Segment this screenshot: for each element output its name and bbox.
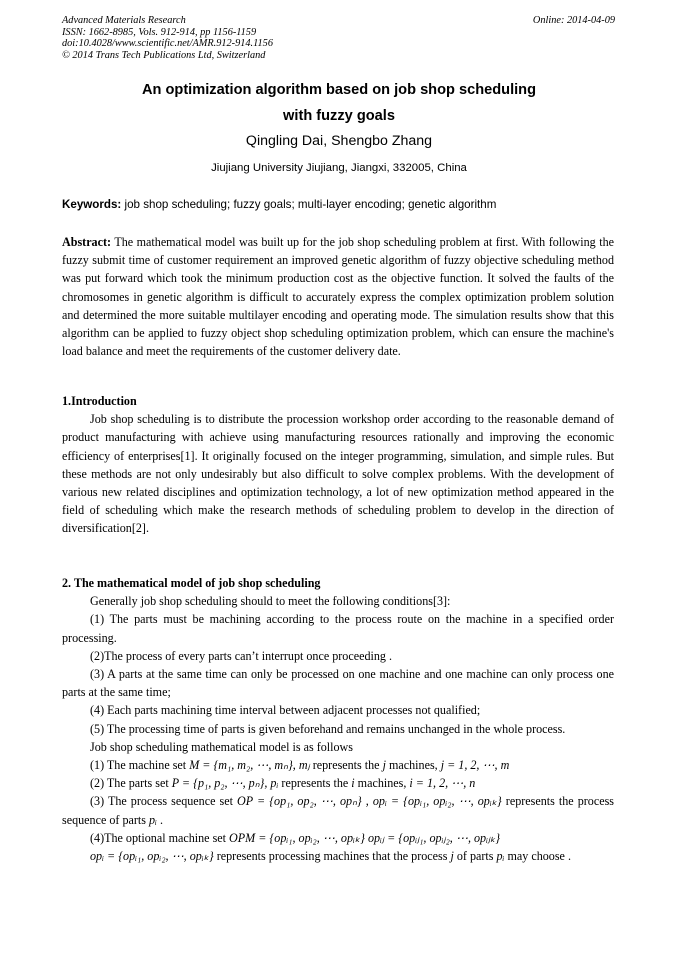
formula: j = 1, 2, ⋯, m: [440, 758, 510, 773]
issn-line: ISSN: 1662-8985, Vols. 912-914, pp 1156-1159: [62, 26, 257, 38]
formula: P = {p₁, p₂, ⋯, pₙ}, pᵢ: [171, 776, 279, 791]
condition-item: (2)The process of every parts can’t interrupt once proceeding .: [90, 648, 392, 663]
paper-title-line-2: with fuzzy goals: [283, 108, 395, 124]
introduction-section: [62, 392, 614, 538]
formula: i = 1, 2, ⋯, n: [409, 776, 476, 791]
model-intro: Job shop scheduling mathematical model is as follows: [90, 739, 353, 754]
formula: M = {m₁, m₂, ⋯, mₙ}, mⱼ: [189, 758, 310, 773]
definition-process-sequence: (3) The process sequence set OP = {op₁, op₂, ⋯, opₙ} , opᵢ = {opᵢ₁, opᵢ₂, ⋯, opᵢₖ} represents the process sequence of parts pᵢ .: [62, 794, 614, 827]
condition-item: (1) The parts must be machining according to the process route on the machine in a specified order processing.: [62, 612, 614, 645]
conditions-intro: Generally job shop scheduling should to meet the following conditions[3]:: [90, 594, 451, 609]
journal-name: Advanced Materials Research: [62, 15, 186, 26]
definition-processing-machines: opᵢ = {opᵢ₁, opᵢ₂, ⋯, opᵢₖ} represents processing machines that the process j of parts pᵢ may choose .: [90, 849, 571, 864]
condition-item: (5) The processing time of parts is given beforehand and remains unchanged in the whole process.: [90, 721, 566, 736]
copyright-line: © 2014 Trans Tech Publications Ltd, Switzerland: [62, 49, 266, 61]
journal-header: [62, 15, 273, 61]
abstract-label: Abstract:: [62, 235, 112, 249]
keywords-label: Keywords:: [62, 198, 122, 211]
abstract: [62, 233, 614, 360]
definition-parts-set: (2) The parts set P = {p₁, p₂, ⋯, pₙ}, pᵢ represents the i machines, i = 1, 2, ⋯, n: [90, 776, 476, 791]
condition-item: (3) A parts at the same time can only be processed on one machine and one machine can only process one parts at the same time;: [62, 667, 614, 700]
abstract-text: The mathematical model was built up for the job shop scheduling problem at first. With following the fuzzy submit time of customer requirement an improved genetic algorithm of fuzzy objective scheduling method was put forward which took the minimum production cost as the objective function. It solved the faults of the chromosomes in genetic algorithm is difficult to accurately express the complex optimization problem solution and determined the more suitable multilayer encoding and operating mode. The simulation results show that this algorithm can be applied to fuzzy object shop scheduling optimization problem, which can ensure the machine's load balance and meet the requirements of the customer delivery date.: [62, 235, 615, 359]
definition-machine-set: (1) The machine set M = {m₁, m₂, ⋯, mₙ}, mⱼ represents the j machines, j = 1, 2, ⋯, m: [90, 758, 510, 773]
paper-title-line-1: An optimization algorithm based on job shop scheduling: [141, 82, 537, 98]
introduction-heading: 1.Introduction: [62, 394, 137, 408]
formula: OPM = {opᵢ₁, opᵢ₂, ⋯, opᵢₖ} opᵢⱼ = {opᵢⱼ₁, opᵢⱼ₂, ⋯, opᵢⱼₖ}: [229, 830, 501, 845]
model-heading: 2. The mathematical model of job shop scheduling: [62, 576, 321, 590]
keywords-text: job shop scheduling; fuzzy goals; multi-layer encoding; genetic algorithm: [124, 198, 497, 211]
keywords: [62, 198, 496, 211]
introduction-paragraph: Job shop scheduling is to distribute the procession workshop order according to the reasonable demand of product manufacturing with achieve using manufacturing resources rationally and improving the economic efficiency of enterprises[1]. It originally focused on the integer programming, simulation, and simple rules. But these methods are not only undesirably but also difficult to solve complex problems. With the development of various new related disciplines and optimization technology, a lot of new optimization method appeared in the field of scheduling which make the research methods of scheduling problem to develop in the direction of diversification[2].: [62, 412, 614, 536]
formula: opᵢ = {opᵢ₁, opᵢ₂, ⋯, opᵢₖ}: [90, 849, 214, 864]
formula: OP = {op₁, op₂, ⋯, opₙ} , opᵢ = {opᵢ₁, opᵢ₂, ⋯, opᵢₖ}: [237, 794, 502, 809]
definition-optional-machine-set: (4)The optional machine set OPM = {opᵢ₁, opᵢ₂, ⋯, opᵢₖ} opᵢⱼ = {opᵢⱼ₁, opᵢⱼ₂, ⋯, opᵢⱼₖ}: [90, 830, 501, 845]
affiliation: Jiujiang University Jiujiang, Jiangxi, 332005, China: [211, 162, 467, 174]
doi-link[interactable]: doi:10.4028/www.scientific.net/AMR.912-914.1156: [62, 38, 273, 49]
authors: Qingling Dai, Shengbo Zhang: [245, 133, 433, 149]
online-date: Online: 2014-04-09: [532, 15, 615, 26]
condition-item: (4) Each parts machining time interval between adjacent processes not qualified;: [90, 703, 481, 718]
model-section: [62, 574, 614, 865]
